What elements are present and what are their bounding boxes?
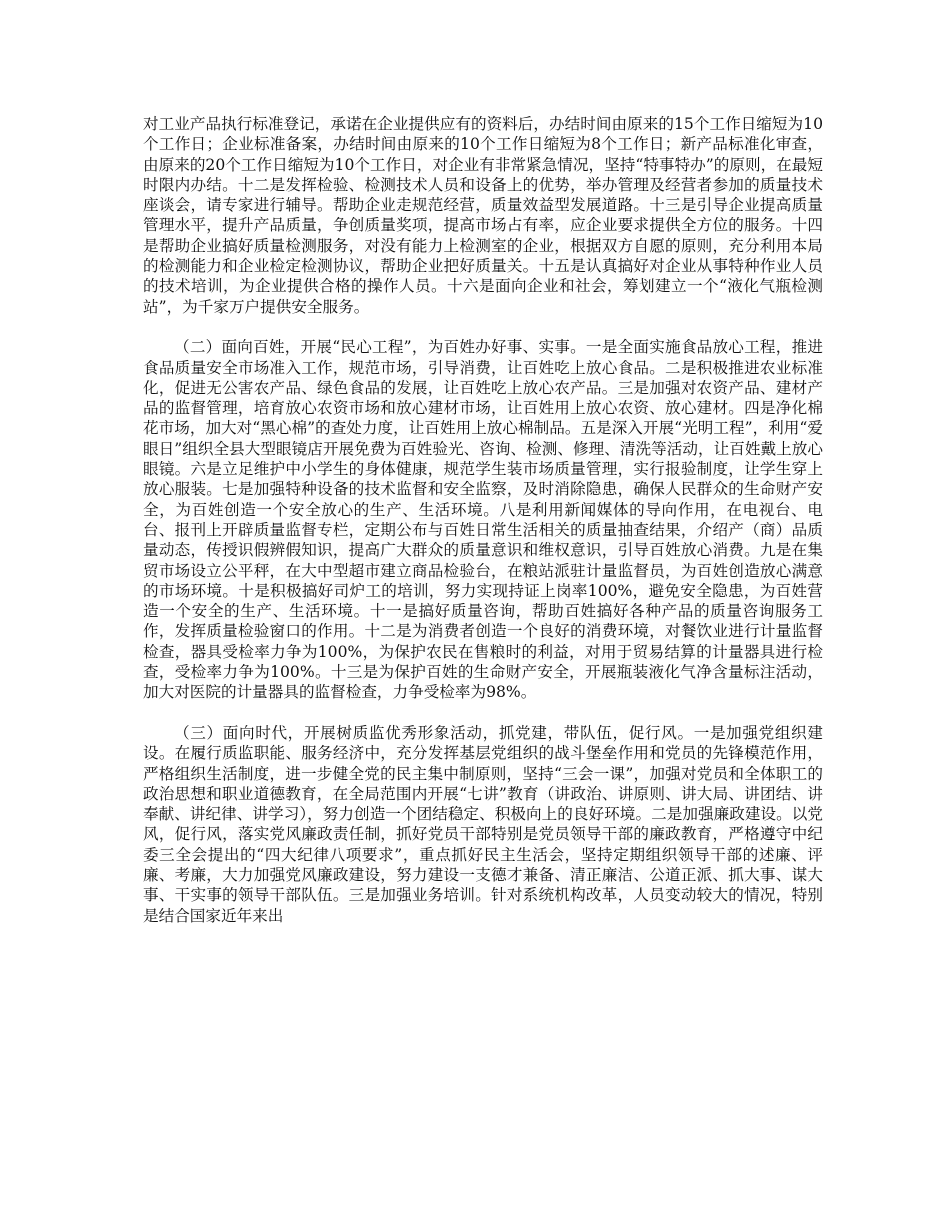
paragraph-continued: 对工业产品执行标准登记，承诺在企业提供应有的资料后，办结时间由原来的15个工作日缩短为10个工作日；企业标准备案，办结时间由原来的10个工作日缩短为8个工作日；新产品标准化审查，由原来的20个工作日缩短为10个工作日，对企业有非常紧急情况，坚持“特事特办”的原则，在最短时限内办结。十二是发挥检验、检测技术人员和设备上的优势，举办管理及经营者参加的质量技术座谈会，请专家进行辅导。帮助企业走规范经营，质量效益型发展道路。十三是引导企业提高质量管理水平，提升产品质量，争创质量奖项，提高市场占有率，应企业要求提供全方位的服务。十四是帮助企业搞好质量检测服务，对没有能力上检测室的企业，根据双方自愿的原则，充分利用本局的检测能力和企业检定检测协议，帮助企业把好质量关。十五是认真搞好对企业从事特种作业人员的技术培训，为企业提供合格的操作人员。十六是面向企业和社会，筹划建立一个“液化气瓶检测站”，为千家万户提供安全服务。	[143, 115, 823, 316]
paragraph-section-three: （三）面向时代，开展树质监优秀形象活动，抓党建，带队伍，促行风。一是加强党组织建设。在履行质监职能、服务经济中，充分发挥基层党组织的战斗堡垒作用和党员的先锋模范作用，严格组织生活制度，进一步健全党的民主集中制原则，坚持“三会一课”，加强对党员和全体职工的政治思想和职业道德教育，在全局范围内开展“七讲”教育（讲政治、讲原则、讲大局、讲团结、讲奉献、讲纪律、讲学习），努力创造一个团结稳定、积极向上的良好环境。二是加强廉政建设。以党风，促行风，落实党风廉政责任制，抓好党员干部特别是党员领导干部的廉政教育，严格遵守中纪委三全会提出的“四大纪律八项要求”，重点抓好民主生活会，坚持定期组织领导干部的述廉、评廉、考廉，大力加强党风廉政建设，努力建设一支德才兼备、清正廉洁、公道正派、抓大事、谋大事、干实事的领导干部队伍。三是加强业务培训。针对系统机构改革，人员变动较大的情况，特别是结合国家近年来出	[143, 723, 823, 925]
document-body	[143, 114, 823, 946]
paragraph-section-two: （二）面向百姓，开展“民心工程”，为百姓办好事、实事。一是全面实施食品放心工程，推进食品质量安全市场准入工作，规范市场，引导消费，让百姓吃上放心食品。二是积极推进农业标准化，促进无公害农产品、绿色食品的发展，让百姓吃上放心农产品。三是加强对农资产品、建材产品的监督管理，培育放心农资市场和放心建材市场，让百姓用上放心农资、放心建材。四是净化棉花市场，加大对“黑心棉”的查处力度，让百姓用上放心棉制品。五是深入开展“光明工程”，利用“爱眼日”组织全县大型眼镜店开展免费为百姓验光、咨询、检测、修理、清洗等活动，让百姓戴上放心眼镜。六是立足维护中小学生的身体健康，规范学生装市场质量管理，实行报验制度，让学生穿上放心服装。七是加强特种设备的技术监督和安全监察，及时消除隐患，确保人民群众的生命财产安全，为百姓创造一个安全放心的生产、生活环境。八是利用新闻媒体的导向作用，在电视台、电台、报刊上开辟质量监督专栏，定期公布与百姓日常生活相关的质量抽查结果，介绍产（商）品质量动态，传授识假辨假知识，提高广大群众的质量意识和维权意识，引导百姓放心消费。九是在集贸市场设立公平秤，在大中型超市建立商品检验台，在粮站派驻计量监督员，为百姓创造放心满意的市场环境。十是积极搞好司炉工的培训，努力实现持证上岗率100%，避免安全隐患，为百姓营造一个安全的生产、生活环境。十一是搞好质量咨询，帮助百姓搞好各种产品的质量咨询服务工作，发挥质量检验窗口的作用。十二是为消费者创造一个良好的消费环境，对餐饮业进行计量监督检查，器具受检率力争为100%，为保护农民在售粮时的利益，对用于贸易结算的计量器具进行检查，受检率力争为100%。十三是为保护百姓的生命财产安全，开展瓶装液化气净含量标注活动，加大对医院的计量器具的监督检查，力争受检率为98%。	[143, 338, 823, 702]
